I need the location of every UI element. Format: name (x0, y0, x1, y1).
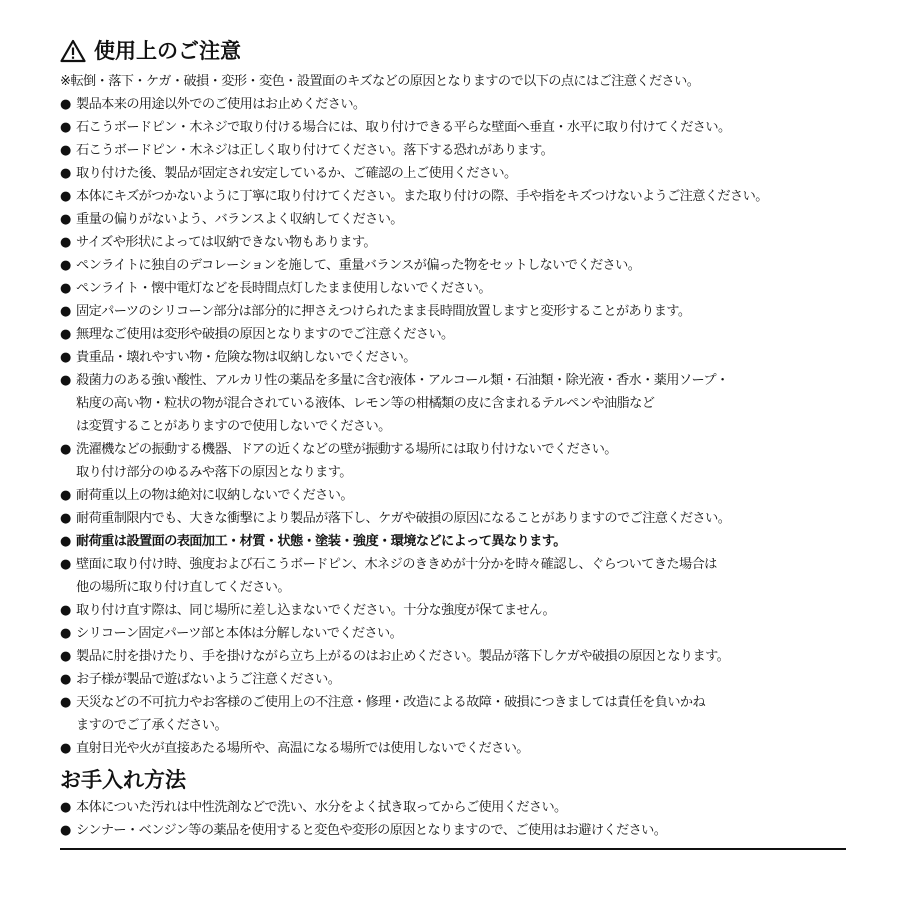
bottom-divider (60, 848, 846, 850)
list-item (60, 231, 846, 254)
list-item-text: は変質することがありますので使用しないでください。 (76, 419, 391, 434)
list-item (60, 599, 846, 622)
bullet-icon: ● (60, 258, 71, 273)
list-item-text: 天災などの不可抗力やお客様のご使用上の不注意・修理・改造による故障・破損につきましては責任を負いかね (76, 695, 706, 710)
list-item (60, 116, 846, 139)
bullet-icon: ● (60, 603, 71, 618)
instructions-document (60, 36, 846, 850)
caution-title: 使用上のご注意 (94, 39, 241, 63)
list-item (60, 507, 846, 530)
list-item-text: 他の場所に取り付け直してください。 (76, 580, 290, 595)
list-item (60, 819, 846, 842)
bullet-icon: ● (60, 800, 71, 815)
bullet-icon: ● (60, 823, 71, 838)
list-item (60, 300, 846, 323)
list-item (60, 737, 846, 760)
warning-triangle-icon (60, 39, 86, 63)
bullet-icon: ● (60, 212, 71, 227)
list-item (60, 796, 846, 819)
list-item-text: 貴重品・壊れやすい物・危険な物は収納しないでください。 (76, 350, 416, 365)
list-item (60, 438, 846, 484)
list-item-text: ますのでご了承ください。 (76, 718, 228, 733)
list-item (60, 530, 846, 553)
care-list (60, 796, 846, 842)
list-item-text: 製品に肘を掛けたり、手を掛けながら立ち上がるのはお止めください。製品が落下しケガや破損の原因となります。 (76, 649, 730, 664)
bullet-icon: ● (60, 281, 71, 296)
bullet-icon: ● (60, 189, 71, 204)
list-item-text: 壁面に取り付け時、強度および石こうボードピン、木ネジのききめが十分かを時々確認し、ぐらついてきた場合は (76, 557, 717, 572)
list-item (60, 208, 846, 231)
list-item-text: 本体にキズがつかないように丁寧に取り付けてください。また取り付けの際、手や指をキズつけないようご注意ください。 (76, 189, 768, 204)
list-item (60, 93, 846, 116)
caution-heading (60, 36, 846, 66)
list-item-text: 耐荷重は設置面の表面加工・材質・状態・塗装・強度・環境などによって異なります。 (76, 534, 566, 549)
list-item-text: 無理なご使用は変形や破損の原因となりますのでご注意ください。 (76, 327, 454, 342)
list-item-text: 直射日光や火が直接あたる場所や、高温になる場所では使用しないでください。 (76, 741, 529, 756)
bullet-icon: ● (60, 97, 71, 112)
list-item-text: 製品本来の用途以外でのご使用はお止めください。 (76, 97, 366, 112)
bullet-icon: ● (60, 626, 71, 641)
list-item-text: 洗濯機などの振動する機器、ドアの近くなどの壁が振動する場所には取り付けないでください。 (76, 442, 617, 457)
list-item-text: 取り付けた後、製品が固定され安定しているか、ご確認の上ご使用ください。 (76, 166, 517, 181)
list-item-text: 本体についた汚れは中性洗剤などで洗い、水分をよく拭き取ってからご使用ください。 (76, 800, 567, 815)
care-title: お手入れ方法 (60, 768, 186, 792)
list-item-text: 石こうボードピン・木ネジは正しく取り付けてください。落下する恐れがあります。 (76, 143, 554, 158)
list-item-text: 固定パーツのシリコーン部分は部分的に押さえつけられたまま長時間放置しますと変形することがあります。 (76, 304, 691, 319)
list-item-text: シンナー・ベンジン等の薬品を使用すると変色や変形の原因となりますので、ご使用はお避けください。 (76, 823, 667, 838)
list-item-text: 取り付け直す際は、同じ場所に差し込まないでください。十分な強度が保てません。 (76, 603, 556, 618)
list-item (60, 346, 846, 369)
list-item (60, 369, 846, 438)
bullet-icon: ● (60, 350, 71, 365)
bullet-icon: ● (60, 304, 71, 319)
list-item-text: ペンライトに独自のデコレーションを施して、重量バランスが偏った物をセットしないでください。 (76, 258, 641, 273)
list-item (60, 185, 846, 208)
list-item-text: ペンライト・懐中電灯などを長時間点灯したまま使用しないでください。 (76, 281, 491, 296)
list-item-text: サイズや形状によっては収納できない物もあります。 (76, 235, 376, 250)
bullet-icon: ● (60, 695, 71, 710)
list-item-text: 粘度の高い物・粒状の物が混合されている液体、レモン等の柑橘類の皮に含まれるテルペンや油脂など (76, 396, 655, 411)
bullet-icon: ● (60, 143, 71, 158)
list-item-text: 重量の偏りがないよう、バランスよく収納してください。 (76, 212, 403, 227)
bullet-icon: ● (60, 373, 71, 388)
bullet-icon: ● (60, 120, 71, 135)
list-item (60, 668, 846, 691)
caution-list (60, 93, 846, 760)
caution-intro: ※転倒・落下・ケガ・破損・変形・変色・設置面のキズなどの原因となりますので以下の点にはご注意ください。 (60, 74, 700, 89)
list-item (60, 139, 846, 162)
bullet-icon: ● (60, 672, 71, 687)
list-item (60, 484, 846, 507)
bullet-icon: ● (60, 649, 71, 664)
bullet-icon: ● (60, 488, 71, 503)
bullet-icon: ● (60, 511, 71, 526)
list-item-text: 耐荷重制限内でも、大きな衝撃により製品が落下し、ケガや破損の原因になることがありますのでご注意ください。 (76, 511, 731, 526)
list-item-text: 殺菌力のある強い酸性、アルカリ性の薬品を多量に含む液体・アルコール類・石油類・除光液・香水・薬用ソープ・ (76, 373, 729, 388)
list-item-text: 耐荷重以上の物は絶対に収納しないでください。 (76, 488, 353, 503)
bullet-icon: ● (60, 235, 71, 250)
bullet-icon: ● (60, 327, 71, 342)
bullet-icon: ● (60, 557, 71, 572)
bullet-icon: ● (60, 534, 71, 549)
list-item (60, 645, 846, 668)
list-item (60, 277, 846, 300)
list-item (60, 254, 846, 277)
list-item-text: 取り付け部分のゆるみや落下の原因となります。 (76, 465, 352, 480)
list-item-text: 石こうボードピン・木ネジで取り付ける場合には、取り付けできる平らな壁面へ垂直・水平に取り付けてください。 (76, 120, 731, 135)
list-item (60, 323, 846, 346)
list-item (60, 162, 846, 185)
list-item (60, 691, 846, 737)
care-heading (60, 766, 846, 796)
list-item-text: お子様が製品で遊ばないようご注意ください。 (76, 672, 341, 687)
bullet-icon: ● (60, 166, 71, 181)
bullet-icon: ● (60, 442, 71, 457)
list-item (60, 553, 846, 599)
list-item-text: シリコーン固定パーツ部と本体は分解しないでください。 (76, 626, 403, 641)
bullet-icon: ● (60, 741, 71, 756)
list-item (60, 622, 846, 645)
